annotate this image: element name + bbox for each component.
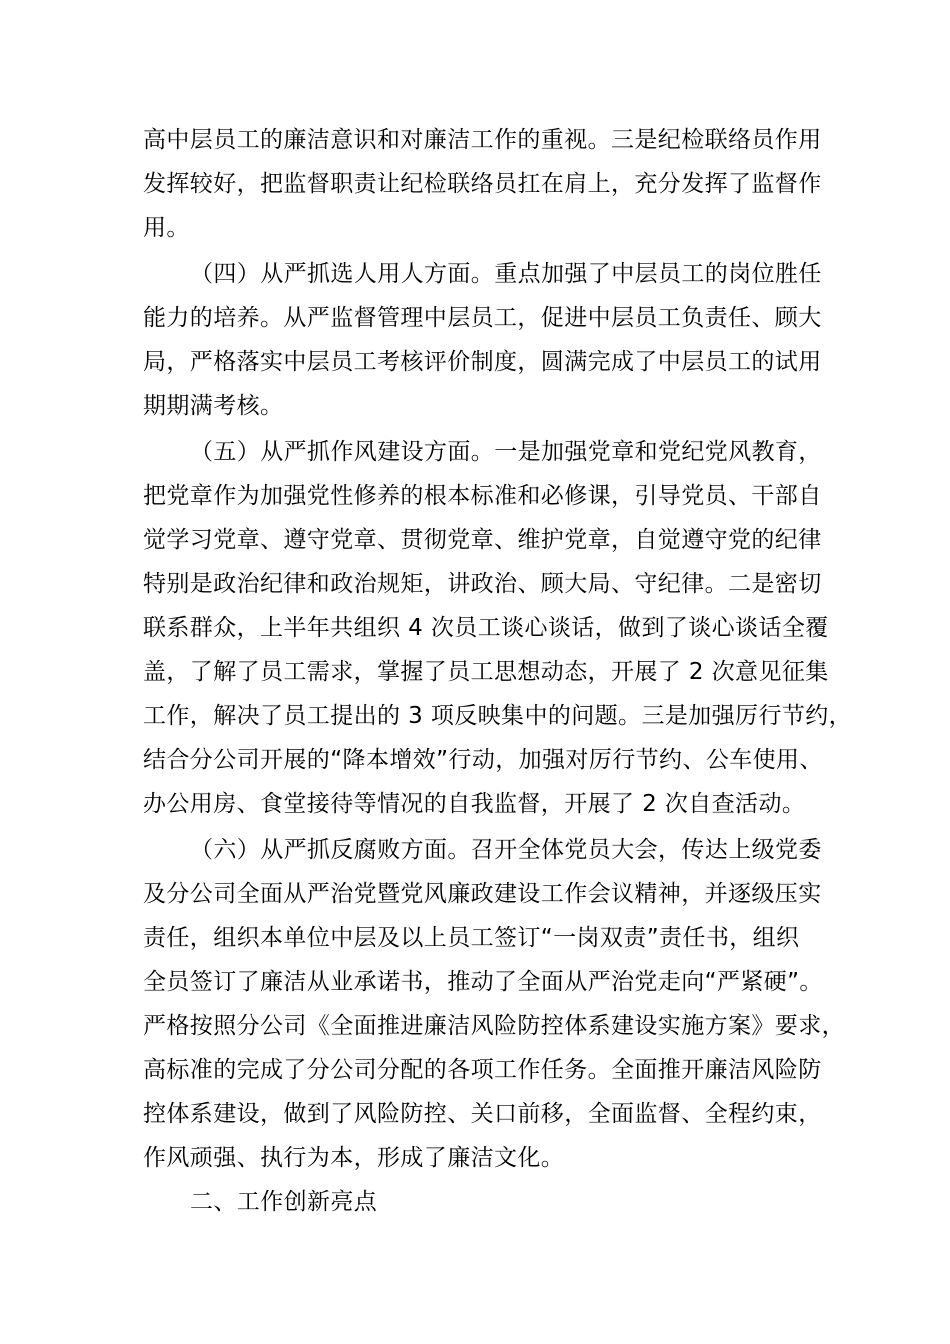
text-line: 期期满考核。	[143, 393, 284, 419]
text-line: 工作，解决了员工提出的 3 项反映集中的问题。三是加强厉行节约，	[143, 703, 853, 729]
text-line: 控体系建设，做到了风险防控、关口前移，全面监督、全程约束，	[143, 1101, 822, 1127]
text-line: 用。	[143, 215, 190, 241]
section-heading-4: （四）从严抓选人用人方面。重点加强了中层员工的岗位胜任	[190, 261, 822, 287]
text-line: 及分公司全面从严治党暨党风廉政建设工作会议精神，并逐级压实	[143, 881, 822, 907]
text-line: 责任，组织本单位中层及以上员工签订“一岗双责”责任书，组织	[143, 925, 800, 951]
text-line: 盖，了解了员工需求，掌握了员工思想动态，开展了 2 次意见征集	[143, 659, 829, 685]
text-line: 办公用房、食堂接待等情况的自我监督，开展了 2 次自查活动。	[143, 791, 806, 817]
text-line: 联系群众，上半年共组织 4 次员工谈心谈话，做到了谈心谈话全覆	[143, 615, 829, 641]
text-line: 高中层员工的廉洁意识和对廉洁工作的重视。三是纪检联络员作用	[143, 127, 822, 153]
text-line: 作风顽强、执行为本，形成了廉洁文化。	[143, 1145, 565, 1171]
text-line: 严格按照分公司《全面推进廉洁风险防控体系建设实施方案》要求，	[143, 1013, 845, 1039]
text-line: 发挥较好，把监督职责让纪检联络员扛在肩上，充分发挥了监督作	[143, 171, 822, 197]
text-line: 高标准的完成了分公司分配的各项工作任务。全面推开廉洁风险防	[143, 1057, 822, 1083]
section-heading-2: 二、工作创新亮点	[190, 1189, 378, 1215]
text-line: 全员签订了廉洁从业承诺书，推动了全面从严治党走向“严紧硬”。	[143, 969, 823, 995]
section-heading-5: （五）从严抓作风建设方面。一是加强党章和党纪党风教育，	[190, 439, 822, 465]
text-line: 特别是政治纪律和政治规矩，讲政治、顾大局、守纪律。二是密切	[143, 571, 822, 597]
text-line: 把党章作为加强党性修养的根本标准和必修课，引导党员、干部自	[143, 483, 822, 509]
text-line: 局，严格落实中层员工考核评价制度，圆满完成了中层员工的试用	[143, 349, 822, 375]
text-line: 结合分公司开展的“降本增效”行动，加强对厉行节约、公车使用、	[143, 747, 823, 773]
text-line: 觉学习党章、遵守党章、贯彻党章、维护党章，自觉遵守党的纪律	[143, 527, 822, 553]
section-heading-6: （六）从严抓反腐败方面。召开全体党员大会，传达上级党委	[190, 837, 822, 863]
text-line: 能力的培养。从严监督管理中层员工，促进中层员工负责任、顾大	[143, 305, 822, 331]
